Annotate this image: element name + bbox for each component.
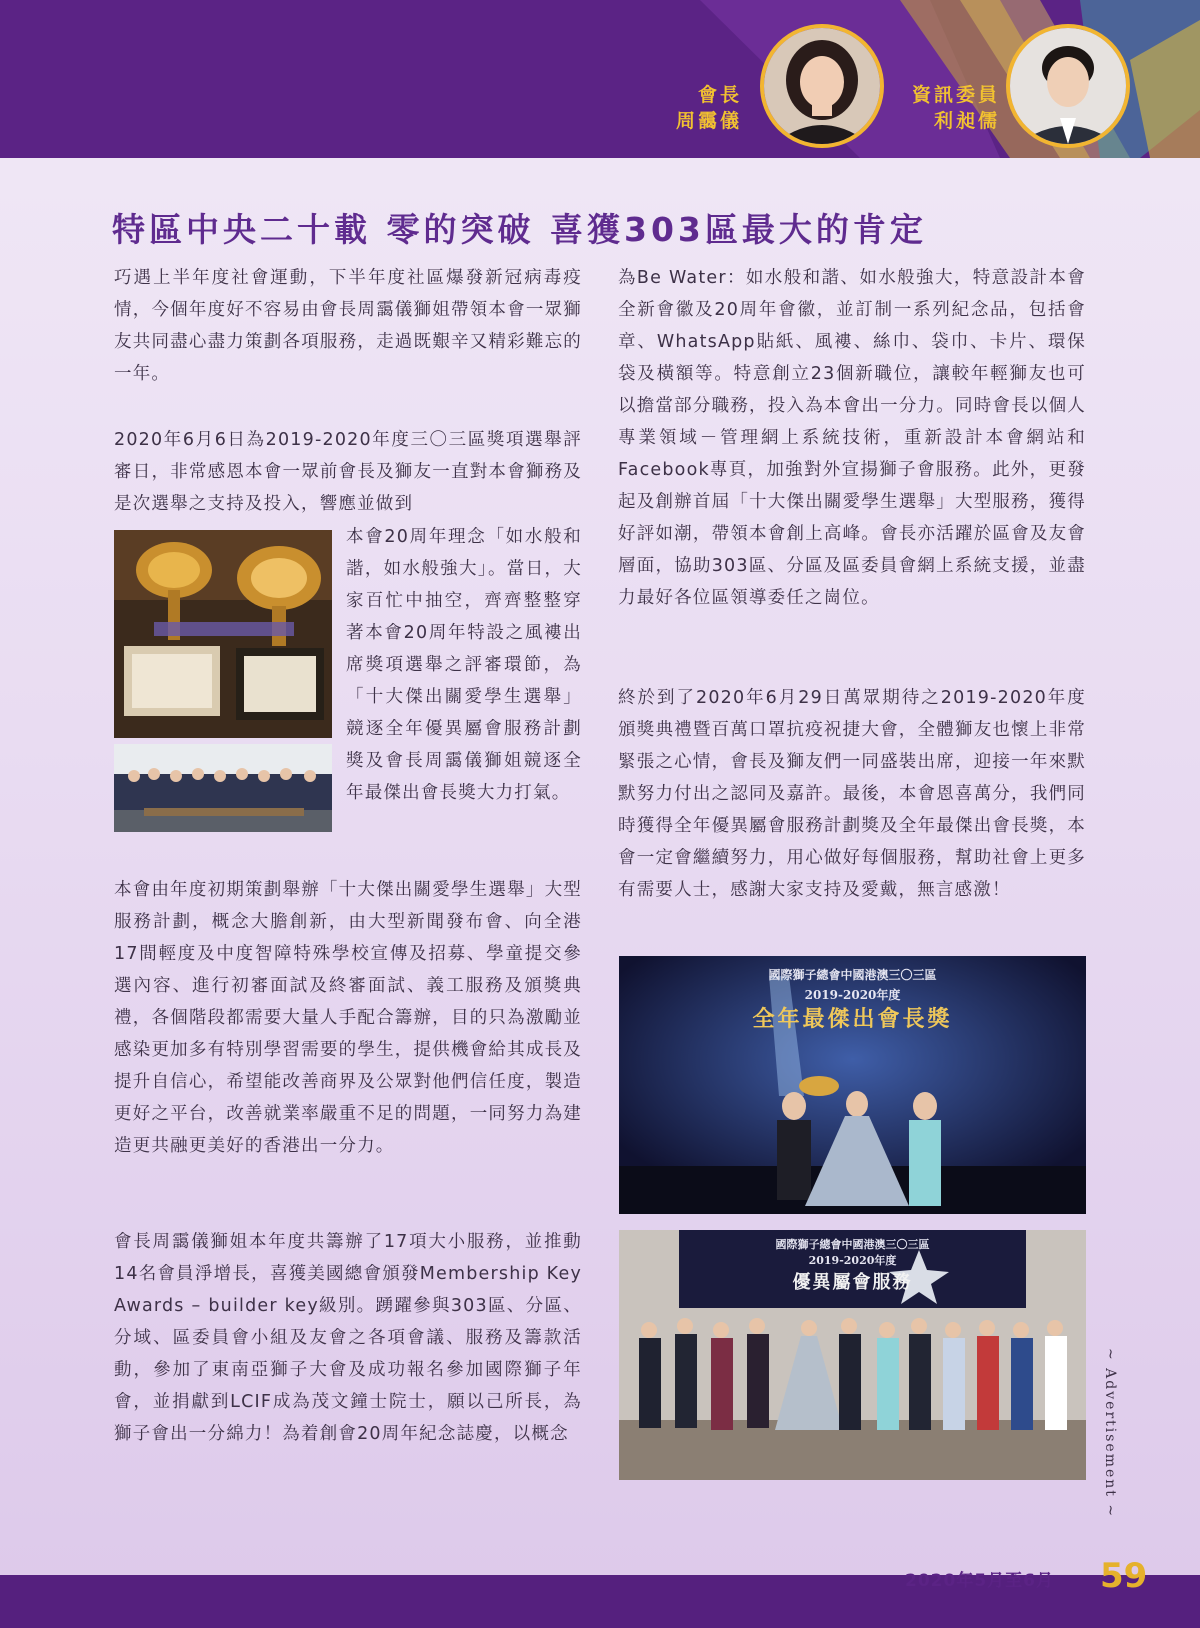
award-banner-line-1: 國際獅子總會中國港澳三〇三區 <box>768 968 937 982</box>
president-avatar <box>760 24 884 148</box>
info-officer-name: 利昶儒 <box>933 110 1000 132</box>
trophy-photo <box>114 530 332 738</box>
left-paragraph-4: 會長周靄儀獅姐本年度共籌辦了17項大小服務，並推動14名會員淨增長，喜獲美國總會頒發Membership Key Awards – builder key級別。踴躍參與303區、分區、分域、區委員會小組及友會之各項會議、服務及籌款活動，參加了東南亞獅子大會及成功報名參加國際獅子年會，並捐獻到LCIF成為茂文鐘士院士，願以己所長，為獅子會出一分綿力！為着創會20周年紀念誌慶，以概念 <box>114 1232 582 1444</box>
team-photo <box>114 744 332 832</box>
group-photo <box>619 1230 1086 1480</box>
right-paragraph-1: 為Be Water：如水般和諧、如水般強大，特意設計本會全新會徽及20周年會徽，並訂制一系列紀念品，包括會章、WhatsApp貼紙、風褸、絲巾、袋巾、卡片、環保袋及橫額等。特意創立23個新職位，讓較年輕獅友也可以擔當部分職務，投入為本會出一分力。同時會長以個人專業領域－管理網上系統技術，重新設計本會網站和 Facebook專頁，加強對外宣揚獅子會服務。此外，更發起及創辦首屆「十大傑出關愛學生選舉」大型服務，獲得好評如潮，帶領本會創上高峰。會長亦活躍於區會及友會層面，協助303區、分區及區委員會網上系統支援，並盡力最好各位區領導委任之崗位。 <box>618 268 1086 608</box>
award-banner-title: 全年最傑出會長獎 <box>752 1006 953 1032</box>
right-paragraph-2: 終於到了2020年6月29日萬眾期待之2019-2020年度頒獎典禮暨百萬口罩抗疫祝捷大會，全體獅友也懷上非常緊張之心情，會長及獅友們一同盛裝出席，迎接一年來默默努力付出之認同及嘉許。最後，本會恩喜萬分，我們同時獲得全年優異屬會服務計劃獎及全年最傑出會長獎，本會一定會繼續努力，用心做好每個服務，幫助社會上更多有需要人士，感謝大家支持及愛戴，無言感激！ <box>618 688 1086 900</box>
issue-date: 2020年5月至6月 <box>905 1571 1054 1591</box>
info-officer-avatar <box>1006 24 1130 148</box>
president-label <box>660 82 742 134</box>
advertisement-tag: ~ Advertisement ~ <box>1102 1348 1118 1519</box>
service-banner-title: 優異屬會服務 <box>792 1272 913 1293</box>
award-ceremony-photo <box>619 956 1086 1214</box>
article-title: 特區中央二十載 零的突破 喜獲303區最大的肯定 <box>112 210 927 249</box>
left-paragraph-2: 2020年6月6日為2019-2020年度三〇三區獎項選舉評審日，非常感恩本會一眾前會長及獅友一直對本會獅務及是次選舉之支持及投入，響應並做到 <box>114 430 582 514</box>
info-officer-role: 資訊委員 <box>911 84 1000 106</box>
president-name: 周靄儀 <box>675 110 742 132</box>
page-number: 59 <box>1100 1556 1148 1596</box>
left-paragraph-1: 巧遇上半年度社會運動，下半年度社區爆發新冠病毒疫情，今個年度好不容易由會長周靄儀獅姐帶領本會一眾獅友共同盡心盡力策劃各項服務，走過既艱辛又精彩難忘的一年。 <box>114 268 582 384</box>
service-banner-line-1: 國際獅子總會中國港澳三〇三區 <box>775 1238 930 1251</box>
service-banner-line-2: 2019-2020年度 <box>808 1254 897 1267</box>
left-paragraph-2-continued: 本會20周年理念「如水般和諧，如水般強大」。當日，大家百忙中抽空，齊齊整整穿著本會20周年特設之風褸出席獎項選舉之評審環節，為「十大傑出關愛學生選舉」競逐全年優異屬會服務計劃獎及會長周靄儀獅姐競逐全年最傑出會長獎大力打氣。 <box>346 527 582 803</box>
president-role: 會長 <box>697 84 742 106</box>
left-paragraph-3: 本會由年度初期策劃舉辦「十大傑出關愛學生選舉」大型服務計劃，概念大膽創新，由大型新聞發布會、向全港17間輕度及中度智障特殊學校宣傳及招募、學童提交參選內容、進行初審面試及終審面試、義工服務及頒獎典禮，各個階段都需要大量人手配合籌辦，目的只為激勵並感染更加多有特別學習需要的學生，提供機會給其成長及提升自信心，希望能改善商界及公眾對他們信任度，製造更好之平台，改善就業率嚴重不足的問題，一同努力為建造更共融更美好的香港出一分力。 <box>114 880 582 1156</box>
info-officer-label <box>900 82 1000 134</box>
award-banner-line-2: 2019-2020年度 <box>804 988 901 1002</box>
